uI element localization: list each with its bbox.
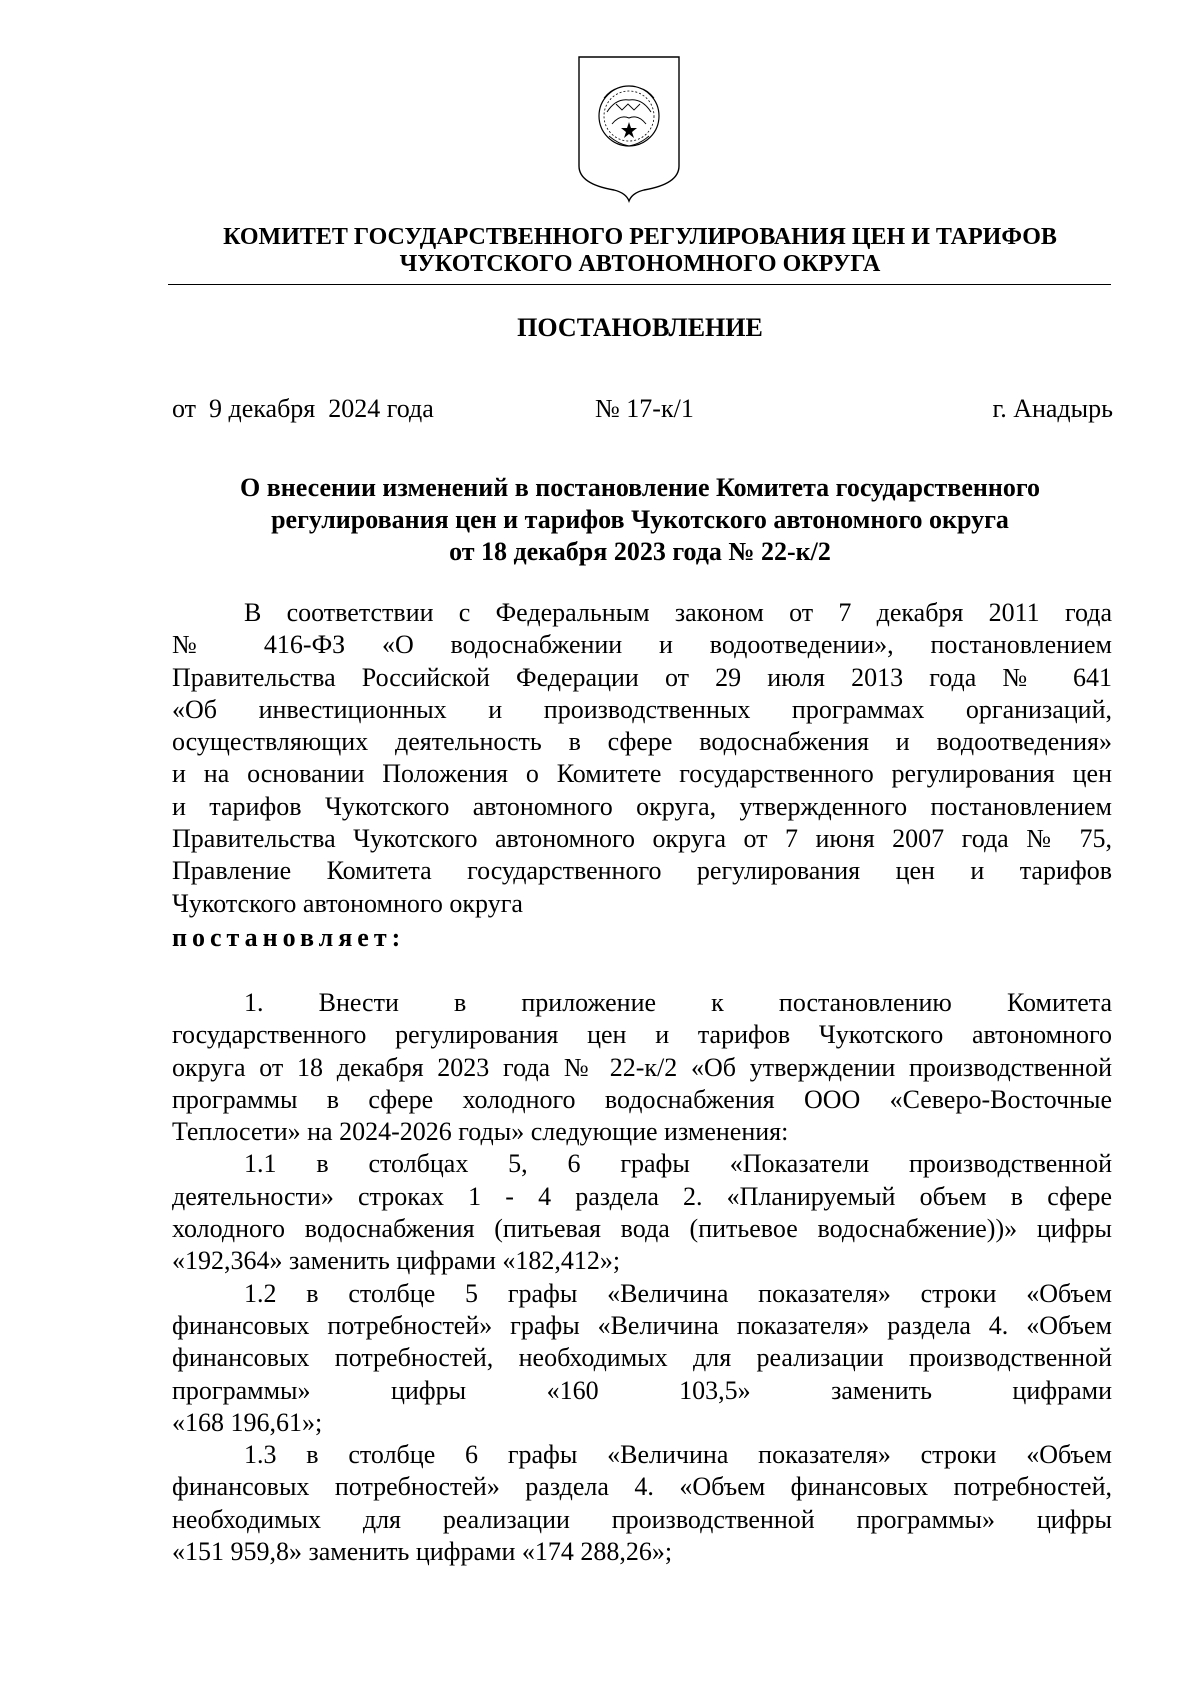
item-line: Теплосети» на 2024-2026 годы» следующие изменения: bbox=[172, 1117, 789, 1147]
item-line: 1.2 в столбце 5 графы «Величина показателя» строки «Объем bbox=[244, 1278, 1112, 1308]
item-line: 1. Внести в приложение к постановлению Комитета bbox=[244, 988, 1112, 1017]
item-line: 1.1 в столбцах 5, 6 графы «Показатели производственной bbox=[244, 1149, 1112, 1179]
organization-name-line: КОМИТЕТ ГОСУДАРСТВЕННОГО РЕГУЛИРОВАНИЯ ЦЕН И ТАРИФОВ bbox=[223, 224, 1057, 250]
paragraph-line: Правительства Чукотского автономного округа от 7 июня 2007 года № 75, bbox=[172, 824, 1112, 854]
item-line: деятельности» строках 1 - 4 раздела 2. «Планируемый объем в сфере bbox=[172, 1181, 1112, 1211]
decree-word: постановляет: bbox=[172, 923, 406, 952]
item-line: «168 196,61»; bbox=[172, 1407, 323, 1437]
document-date: от 9 декабря 2024 года bbox=[172, 394, 434, 423]
item-line: финансовых потребностей» раздела 4. «Объем финансовых потребностей, bbox=[172, 1472, 1112, 1502]
amendments-section bbox=[172, 987, 1112, 1568]
document-subject bbox=[170, 472, 1110, 568]
subject-line: регулирования цен и тарифов Чукотского автономного округа bbox=[271, 505, 1009, 534]
item-line: финансовых потребностей» графы «Величина показателя» раздела 4. «Объем bbox=[172, 1310, 1112, 1340]
paragraph-line: В соответствии с Федеральным законом от 7 декабря 2011 года bbox=[244, 598, 1112, 627]
document-city: г. Анадырь bbox=[992, 394, 1113, 423]
item-line: 1.3 в столбце 6 графы «Величина показателя» строки «Объем bbox=[244, 1440, 1112, 1470]
paragraph-line: Правление Комитета государственного регулирования цен и тарифов bbox=[172, 856, 1112, 886]
item-line: округа от 18 декабря 2023 года № 22-к/2 «Об утверждении производственной bbox=[172, 1052, 1112, 1082]
paragraph-line: «Об инвестиционных и производственных программах организаций, bbox=[172, 694, 1112, 724]
organization-name-line: ЧУКОТСКОГО АВТОНОМНОГО ОКРУГА bbox=[399, 251, 881, 277]
preamble-paragraph bbox=[172, 597, 1112, 920]
paragraph-line: осуществляющих деятельность в сфере водоснабжения и водоотведения» bbox=[172, 727, 1112, 757]
item-line: программы» цифры «160 103,5» заменить цифрами bbox=[172, 1375, 1112, 1405]
item-line: холодного водоснабжения (питьевая вода (питьевое водоснабжение))» цифры bbox=[172, 1214, 1112, 1244]
item-line: финансовых потребностей, необходимых для реализации производственной bbox=[172, 1343, 1112, 1373]
item-line: необходимых для реализации производственной программы» цифры bbox=[172, 1504, 1112, 1534]
document-type-title: ПОСТАНОВЛЕНИЕ bbox=[517, 313, 763, 342]
paragraph-line: № 416-ФЗ «О водоснабжении и водоотведении», постановлением bbox=[172, 630, 1112, 660]
paragraph-line: и тарифов Чукотского автономного округа, утвержденного постановлением bbox=[172, 791, 1112, 821]
item-line: государственного регулирования цен и тарифов Чукотского автономного bbox=[172, 1020, 1112, 1050]
item-line: «192,364» заменить цифрами «182,412»; bbox=[172, 1246, 621, 1276]
coat-of-arms-icon bbox=[576, 54, 682, 204]
header-divider bbox=[168, 284, 1111, 285]
item-line: «151 959,8» заменить цифрами «174 288,26»; bbox=[172, 1537, 673, 1567]
paragraph-line: Чукотского автономного округа bbox=[172, 888, 523, 918]
paragraph-line: Правительства Российской Федерации от 29 июля 2013 года № 641 bbox=[172, 662, 1112, 692]
organization-name bbox=[170, 224, 1110, 278]
subject-line: от 18 декабря 2023 года № 22-к/2 bbox=[449, 537, 831, 566]
subject-line: О внесении изменений в постановление Комитета государственного bbox=[239, 473, 1041, 502]
item-line: программы в сфере холодного водоснабжения ООО «Северо-Восточные bbox=[172, 1084, 1112, 1114]
document-number: № 17-к/1 bbox=[595, 394, 694, 423]
paragraph-line: и на основании Положения о Комитете государственного регулирования цен bbox=[172, 759, 1112, 789]
